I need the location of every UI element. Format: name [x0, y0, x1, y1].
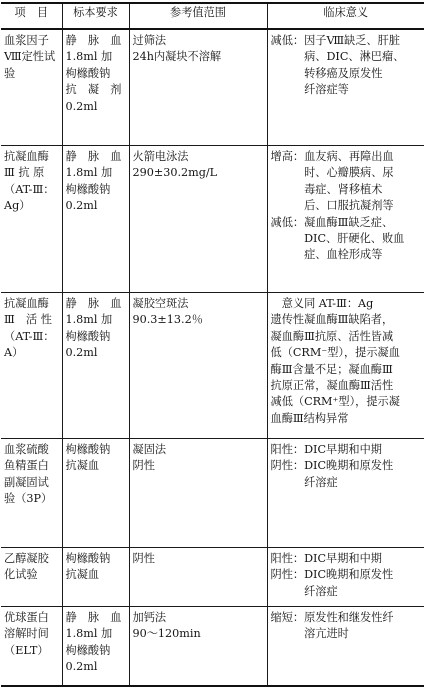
clinical-cell	[267, 146, 424, 293]
item-cell	[1, 548, 62, 607]
clinical-cell	[267, 548, 424, 607]
specimen-cell	[62, 146, 129, 293]
item-cell	[1, 29, 62, 146]
item-cell	[1, 146, 62, 293]
table-row	[1, 146, 424, 293]
clinical-text: 减低：因子Ⅷ缺乏、肝脏 病、DIC、淋巴瘤、 转移癌及原发性 纤溶症等	[270, 34, 405, 97]
clinical-text: 意义同 AT-Ⅲ：Ag 遗传性凝血酶Ⅲ缺陷者， 凝血酶Ⅲ抗原、活性皆减 低（CRM⁻型），提示凝血 酶Ⅲ含量不足；凝血酶Ⅲ 抗原正常，凝血酶Ⅲ活性 减低（CRM⁺型），提示凝 血酶Ⅲ结构异常	[270, 297, 400, 425]
clinical-cell	[267, 439, 424, 548]
clinical-cell	[267, 607, 424, 687]
specimen-cell	[62, 607, 129, 687]
item-text: 抗凝血酶 Ⅲ 抗 原 （AT-Ⅲ： Ag）	[4, 150, 55, 213]
specimen-text: 静 脉 血 1.8ml 加 枸橼酸钠 0.2ml	[65, 150, 122, 213]
reference-cell	[129, 548, 267, 607]
item-text: 抗凝血酶 Ⅲ 活 性 （AT-Ⅲ： A）	[4, 297, 55, 360]
reference-text: 过筛法 24h内凝块不溶解	[132, 34, 222, 64]
specimen-cell	[62, 293, 129, 439]
reference-cell	[129, 146, 267, 293]
item-text: 乙醇凝胶 化试验	[4, 552, 49, 582]
item-cell	[1, 607, 62, 687]
reference-text: 凝胶空斑法 90.3±13.2％	[132, 297, 203, 327]
reference-text: 阴性	[132, 552, 155, 565]
item-text: 血浆因子 Ⅷ定性试 验	[4, 34, 56, 80]
item-text: 血浆硫酸 鱼精蛋白 副凝固试 验（3P）	[4, 443, 53, 506]
specimen-text: 静 脉 血 1.8ml 加 枸橼酸钠 抗 凝 剂 0.2ml	[65, 34, 122, 113]
specimen-text: 静 脉 血 1.8ml 加 枸橼酸钠 0.2ml	[65, 611, 122, 674]
table-row	[1, 293, 424, 439]
header-clinical-significance: 临床意义	[267, 3, 424, 29]
clinical-cell	[267, 29, 424, 146]
clinical-text: 缩短：原发性和继发性纤 溶亢进时	[270, 611, 394, 641]
header-reference-range: 参考值范围	[129, 3, 267, 29]
reference-cell	[129, 29, 267, 146]
specimen-cell	[62, 439, 129, 548]
table-row	[1, 607, 424, 687]
specimen-text: 静 脉 血 1.8ml 加 枸橼酸钠 0.2ml	[65, 297, 122, 360]
clinical-cell	[267, 293, 424, 439]
clinical-text: 阳性：DIC早期和中期 阴性：DIC晚期和原发性 纤溶症	[270, 443, 394, 489]
specimen-cell	[62, 548, 129, 607]
table-row	[1, 439, 424, 548]
reference-text: 加钙法 90～120min	[132, 611, 201, 641]
header-specimen: 标本要求	[62, 3, 129, 29]
item-text: 优球蛋白 溶解时间 （ELT）	[4, 611, 49, 657]
item-cell	[1, 439, 62, 548]
coagulation-test-table	[1, 2, 424, 687]
reference-cell	[129, 607, 267, 687]
reference-cell	[129, 293, 267, 439]
reference-text: 凝固法 阴性	[132, 443, 167, 473]
clinical-text: 增高：血友病、再障出血 时、心瓣膜病、尿 毒症、肾移植术 后、口服抗凝剂等 减低：凝血酶Ⅲ缺乏症、 DIC、肝硬化、败血 症、血栓形成等	[270, 150, 405, 262]
header-row	[1, 3, 424, 29]
specimen-text: 枸橼酸钠 抗凝血	[65, 443, 111, 473]
item-cell	[1, 293, 62, 439]
table-row	[1, 29, 424, 146]
table-row	[1, 548, 424, 607]
reference-cell	[129, 439, 267, 548]
reference-text: 火箭电泳法 290±30.2mg/L	[132, 150, 218, 180]
clinical-text: 阳性：DIC早期和中期 阴性：DIC晚期和原发性 纤溶症	[270, 552, 394, 598]
specimen-text: 枸橼酸钠 抗凝血	[65, 552, 111, 582]
specimen-cell	[62, 29, 129, 146]
header-item: 项 目	[1, 3, 62, 29]
